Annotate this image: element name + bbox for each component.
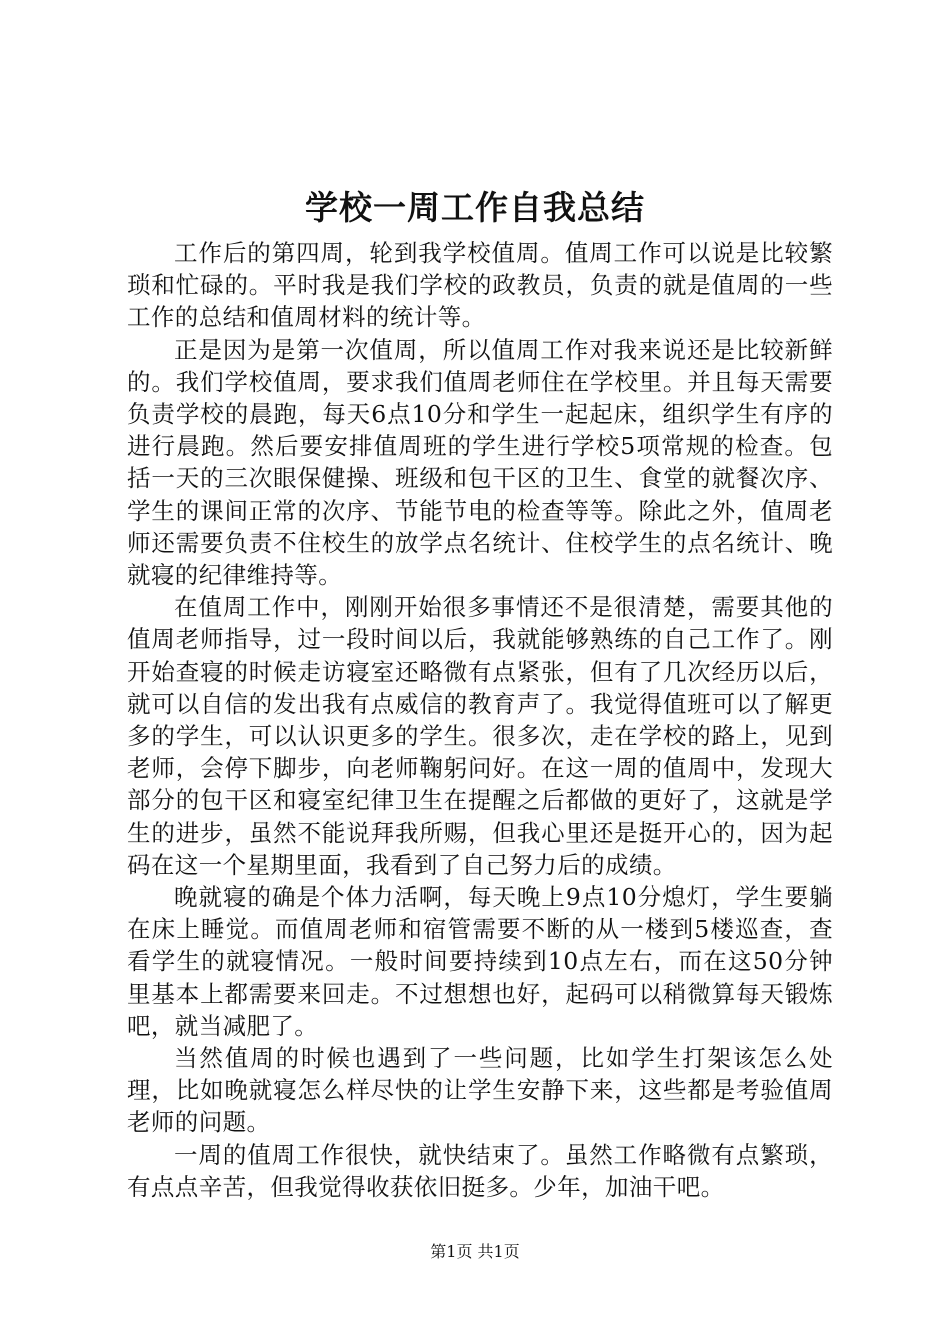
paragraph-1: 工作后的第四周，轮到我学校值周。值周工作可以说是比较繁琐和忙碌的。平时我是我们学校的政教员，负责的就是值周的一些工作的总结和值周材料的统计等。 xyxy=(127,239,833,332)
document-body xyxy=(127,237,833,1203)
paragraph-5: 当然值周的时候也遇到了一些问题，比如学生打架该怎么处理，比如晚就寝怎么样尽快的让学生安静下来，这些都是考验值周老师的问题。 xyxy=(127,1044,833,1137)
page-number-footer: 第1页 共1页 xyxy=(430,1242,520,1261)
paragraph-3: 在值周工作中，刚刚开始很多事情还不是很清楚，需要其他的值周老师指导，过一段时间以后，我就能够熟练的自己工作了。刚开始查寝的时候走访寝室还略微有点紧张，但有了几次经历以后，就可以自信的发出我有点威信的教育声了。我觉得值班可以了解更多的学生，可以认识更多的学生。很多次，走在学校的路上，见到老师，会停下脚步，向老师鞠躬问好。在这一周的值周中，发现大部分的包干区和寝室纪律卫生在提醒之后都做的更好了，这就是学生的进步，虽然不能说拜我所赐，但我心里还是挺开心的，因为起码在这一个星期里面，我看到了自己努力后的成绩。 xyxy=(127,593,833,879)
document-title: 学校一周工作自我总结 xyxy=(305,188,645,227)
paragraph-6: 一周的值周工作很快，就快结束了。虽然工作略微有点繁琐，有点点辛苦，但我觉得收获依旧挺多。少年，加油干吧。 xyxy=(127,1140,833,1201)
paragraph-4: 晚就寝的确是个体力活啊，每天晚上9点10分熄灯，学生要躺在床上睡觉。而值周老师和宿管需要不断的从一楼到5楼巡查，查看学生的就寝情况。一般时间要持续到10点左右，而在这50分钟里基本上都需要来回走。不过想想也好，起码可以稍微算每天锻炼吧，就当减肥了。 xyxy=(127,883,833,1040)
paragraph-2: 正是因为是第一次值周，所以值周工作对我来说还是比较新鲜的。我们学校值周，要求我们值周老师住在学校里。并且每天需要负责学校的晨跑，每天6点10分和学生一起起床，组织学生有序的进行晨跑。然后要安排值周班的学生进行学校5项常规的检查。包括一天的三次眼保健操、班级和包干区的卫生、食堂的就餐次序、学生的课间正常的次序、节能节电的检查等等。除此之外，值周老师还需要负责不住校生的放学点名统计、住校学生的点名统计、晚就寝的纪律维持等。 xyxy=(127,335,833,590)
